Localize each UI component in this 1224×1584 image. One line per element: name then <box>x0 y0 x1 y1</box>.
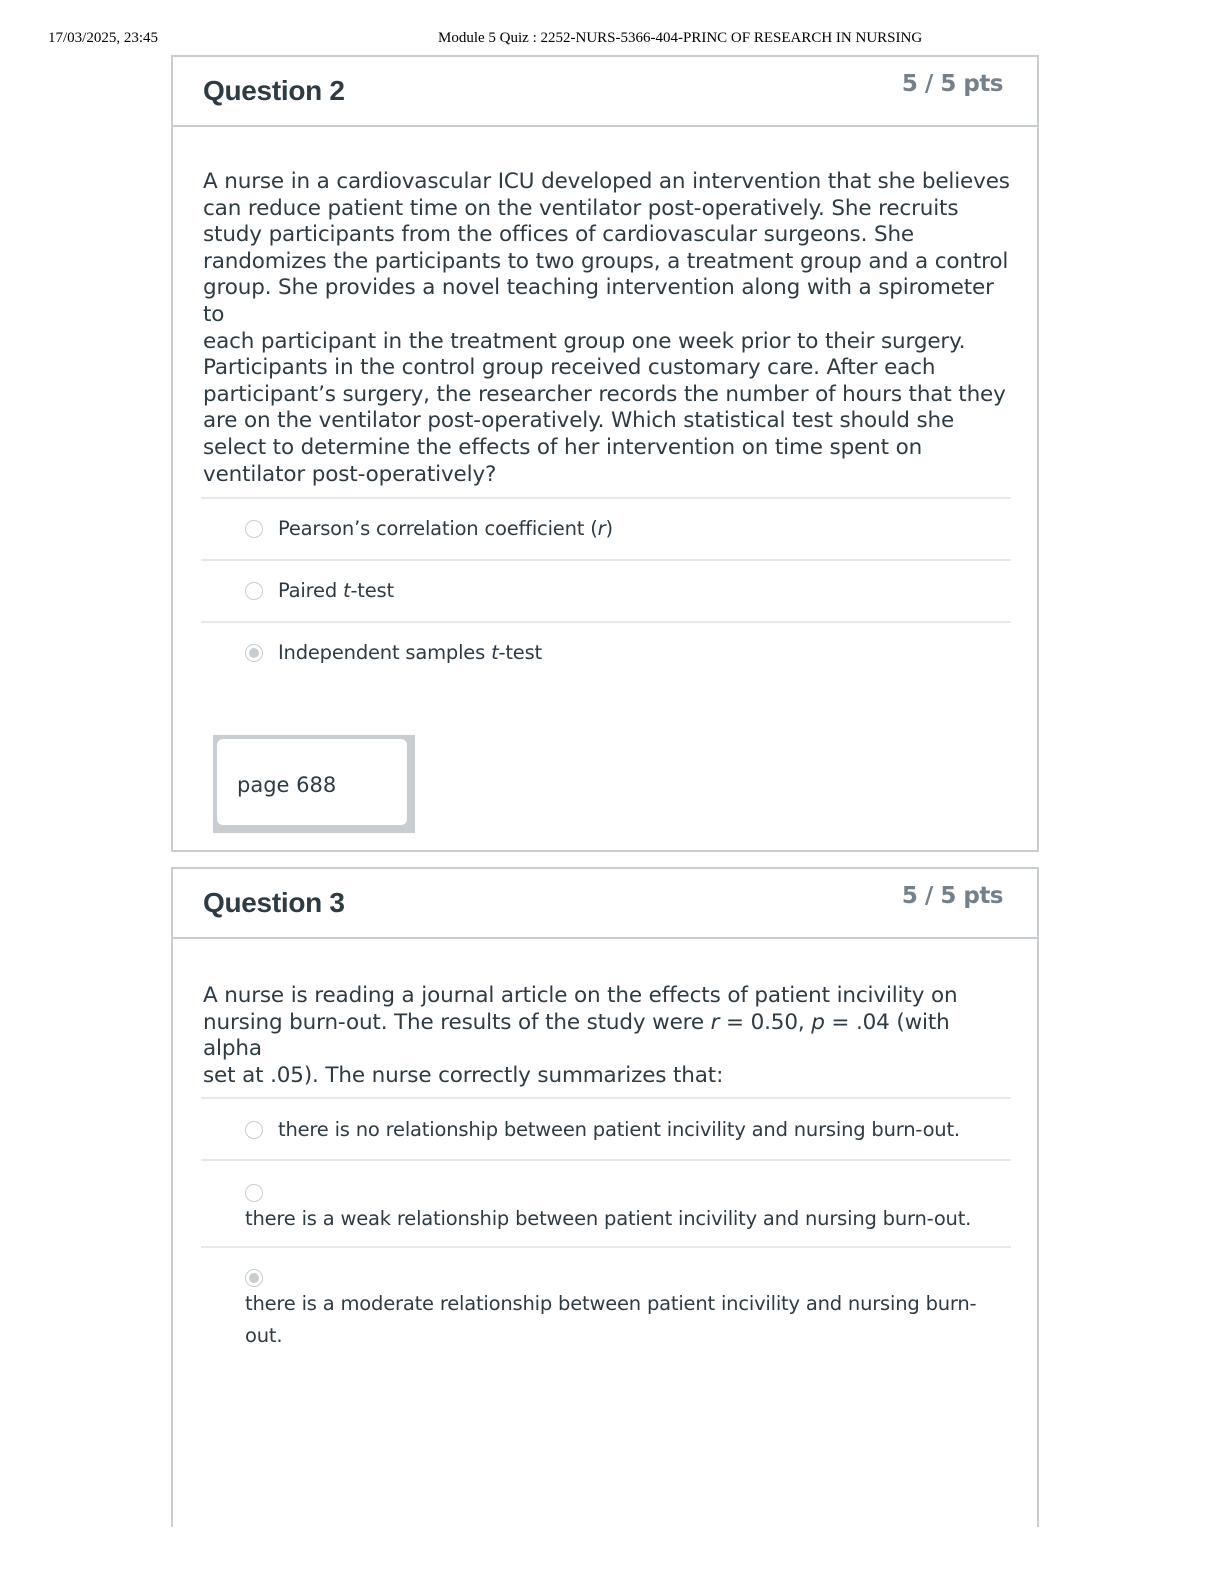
question-text-line: can reduce patient time on the ventilator post-operatively. She recruits <box>203 195 959 221</box>
question-text-line: ventilator post-operatively? <box>203 461 497 487</box>
print-page-title: Module 5 Quiz : 2252-NURS-5366-404-PRINC OF RESEARCH IN NURSING <box>438 30 923 46</box>
question-text-line: group. She provides a novel teaching intervention along with a spirometer to <box>203 275 994 327</box>
answer-option[interactable] <box>201 497 1011 559</box>
question-text <box>203 169 1015 488</box>
radio-button[interactable] <box>245 520 263 538</box>
feedback-comment-text: page 688 <box>217 739 407 825</box>
answer-option[interactable] <box>201 1097 1011 1159</box>
question-text-line: participant’s surgery, the researcher records the number of hours that they <box>203 381 1006 407</box>
question-text-line: are on the ventilator post-operatively. Which statistical test should she <box>203 408 955 434</box>
question-card-3 <box>171 867 1039 1527</box>
question-text-line: each participant in the treatment group one week prior to their surgery. <box>203 328 966 354</box>
answer-option[interactable] <box>201 559 1011 621</box>
question-text-line: A nurse in a cardiovascular ICU developed an intervention that she believes <box>203 169 1010 194</box>
question-text-line: set at .05). The nurse correctly summarizes that: <box>203 1062 724 1088</box>
radio-button[interactable] <box>245 1121 263 1139</box>
question-text-line: study participants from the offices of cardiovascular surgeons. She <box>203 222 914 248</box>
answer-label: Independent samples t-test <box>278 641 543 664</box>
question-text-line: randomizes the participants to two groups, a treatment group and a control <box>203 248 1009 274</box>
radio-button-selected[interactable] <box>245 644 263 662</box>
question-text-line: select to determine the effects of her intervention on time spent on <box>203 434 923 460</box>
answer-label: Pearson’s correlation coefficient (r) <box>278 517 613 540</box>
radio-button[interactable] <box>245 1184 263 1202</box>
print-datetime: 17/03/2025, 23:45 <box>48 30 159 46</box>
question-title: Question 2 <box>203 75 345 106</box>
question-points: 5 / 5 pts <box>901 883 1003 909</box>
answer-label: there is no relationship between patient incivility and nursing burn-out. <box>278 1118 960 1141</box>
question-header <box>173 57 1037 127</box>
answer-option[interactable] <box>201 1159 1011 1246</box>
radio-button[interactable] <box>245 582 263 600</box>
answer-option-selected[interactable] <box>201 1246 1011 1366</box>
question-card-2 <box>171 55 1039 852</box>
feedback-comment <box>213 735 415 833</box>
answer-list <box>201 497 1011 683</box>
answer-list <box>201 1097 1011 1366</box>
radio-button-selected[interactable] <box>245 1269 263 1287</box>
answer-option-selected[interactable] <box>201 621 1011 683</box>
question-text-line: Participants in the control group received customary care. After each <box>203 355 936 381</box>
answer-label: Paired t-test <box>278 579 394 602</box>
print-header <box>0 30 1224 50</box>
answer-label: there is a weak relationship between patient incivility and nursing burn-out. <box>245 1207 972 1230</box>
question-header <box>173 869 1037 939</box>
answer-label: there is a moderate relationship between patient incivility and nursing burn- out. <box>245 1292 977 1347</box>
question-text <box>203 983 1015 1089</box>
question-text-line: A nurse is reading a journal article on the effects of patient incivility on <box>203 983 958 1008</box>
question-text-line: nursing burn-out. The results of the study were r = 0.50, p = .04 (with alpha <box>203 1009 950 1062</box>
question-points: 5 / 5 pts <box>901 71 1003 97</box>
question-title: Question 3 <box>203 887 345 918</box>
